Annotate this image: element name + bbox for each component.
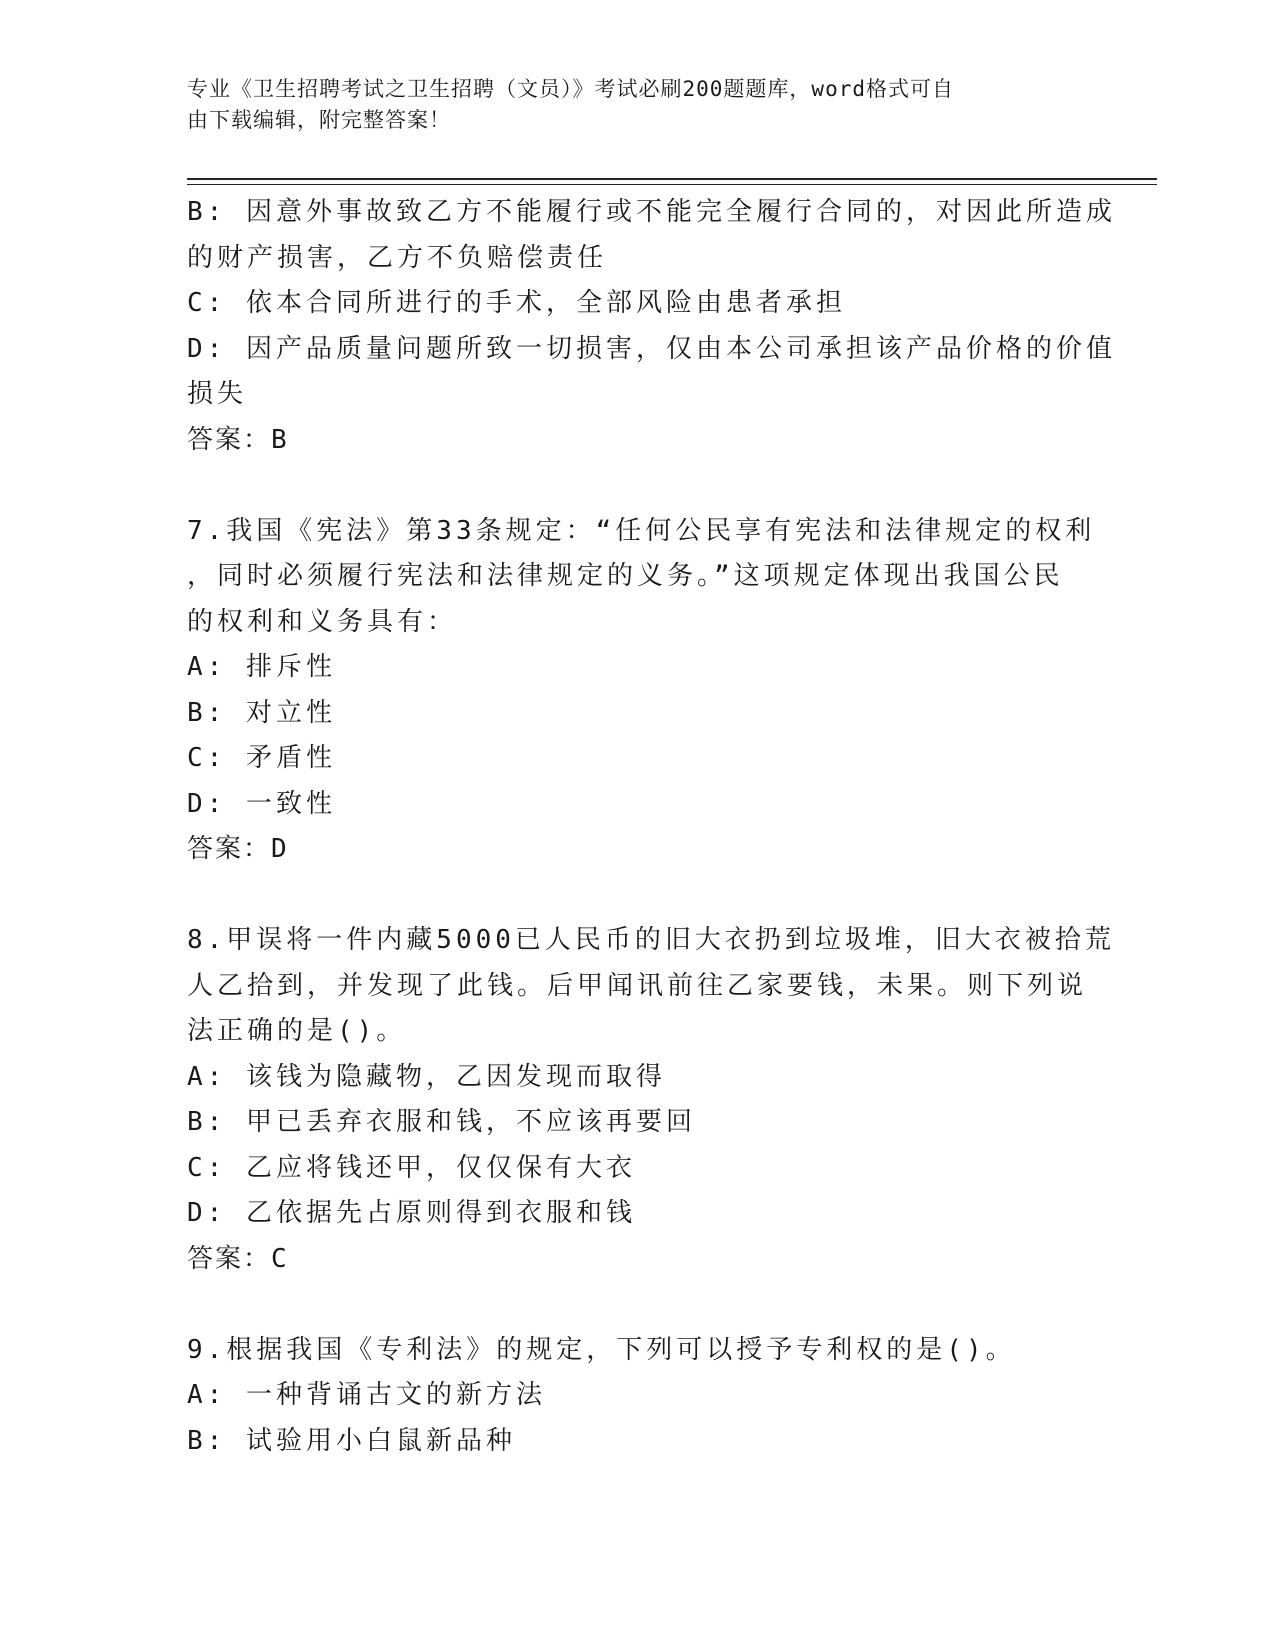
spacer (187, 463, 1087, 509)
option-c: C: 依本合同所进行的手术，全部风险由患者承担 (187, 288, 846, 318)
question-8-line-2: 人乙拾到，并发现了此钱。后甲闻讯前往乙家要钱，未果。则下列说 (187, 970, 1088, 1001)
question-7-line-1: 7.我国《宪法》第33条规定：“任何公民享有宪法和法律规定的权利 (187, 515, 1096, 546)
option-d-line-2: 损失 (187, 379, 248, 409)
question-block-6 (187, 190, 1116, 463)
option-a: A: 排斥性 (187, 652, 336, 682)
question-content (187, 190, 1116, 1464)
spacer (187, 1282, 1087, 1328)
header-rule-thin (187, 184, 1157, 185)
answer: 答案：D (187, 834, 289, 864)
option-d: D: 一致性 (187, 788, 336, 819)
header-line-1: 专业《卫生招聘考试之卫生招聘（文员）》考试必刷200题题库，word格式可自 (187, 77, 954, 101)
option-b-line-2: 的财产损害，乙方不负赔偿责任 (187, 242, 608, 273)
option-d-line-1: D: 因产品质量问题所致一切损害，仅由本公司承担该产品价格的价值 (187, 333, 1116, 364)
answer: 答案：B (187, 424, 289, 455)
answer: 答案：C (187, 1243, 289, 1274)
option-b: B: 试验用小白鼠新品种 (187, 1425, 516, 1456)
spacer (187, 873, 1087, 919)
question-9-line-1: 9.根据我国《专利法》的规定，下列可以授予专利权的是()。 (187, 1334, 1016, 1365)
option-d: D: 乙依据先占原则得到衣服和钱 (187, 1198, 636, 1228)
question-block-7 (187, 509, 1096, 873)
question-7-line-3: 的权利和义务具有： (187, 606, 458, 637)
question-8-line-3: 法正确的是()。 (187, 1016, 407, 1046)
document-header (187, 74, 1077, 136)
question-block-9 (187, 1328, 1087, 1465)
question-block-8 (187, 918, 1115, 1282)
option-c: C: 乙应将钱还甲，仅仅保有大衣 (187, 1152, 636, 1183)
question-8-line-1: 8.甲误将一件内藏5000已人民币的旧大衣扔到垃圾堆，旧大衣被拾荒 (187, 925, 1115, 955)
option-b-line-1: B: 因意外事故致乙方不能履行或不能完全履行合同的，对因此所造成 (187, 197, 1116, 227)
option-b: B: 对立性 (187, 697, 336, 728)
option-a: A: 一种背诵古文的新方法 (187, 1380, 546, 1410)
option-a: A: 该钱为隐藏物，乙因发现而取得 (187, 1061, 666, 1092)
option-c: C: 矛盾性 (187, 743, 336, 773)
header-line-2: 由下载编辑，附完整答案！ (187, 108, 451, 132)
header-rule-thick (187, 178, 1157, 180)
question-7-line-2: ，同时必须履行宪法和法律规定的义务。”这项规定体现出我国公民 (187, 561, 1064, 591)
option-b: B: 甲已丢弃衣服和钱，不应该再要回 (187, 1107, 696, 1137)
